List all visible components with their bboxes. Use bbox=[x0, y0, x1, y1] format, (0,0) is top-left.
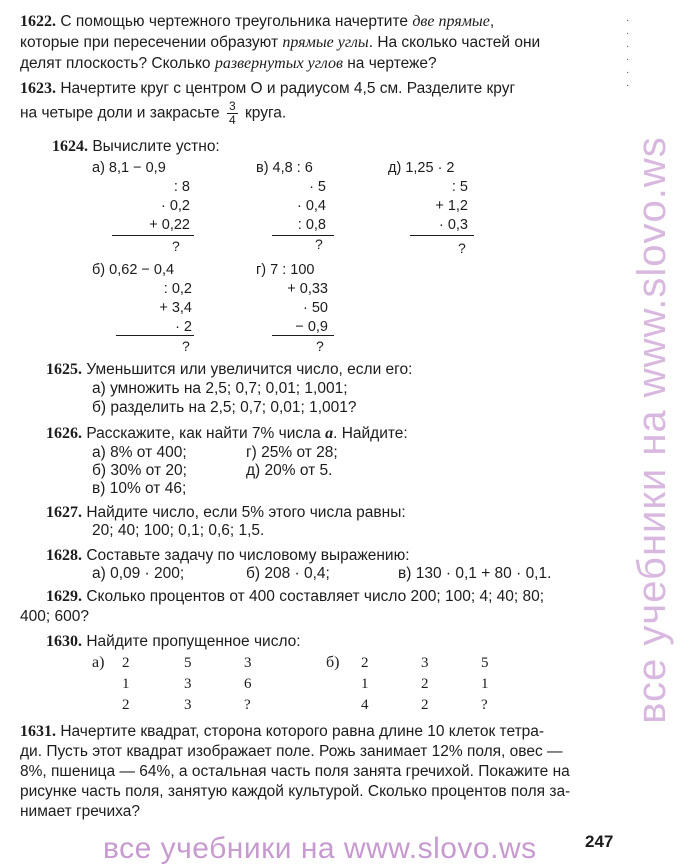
calc-chain-v bbox=[256, 159, 326, 235]
number-table-b bbox=[361, 653, 511, 716]
problem-1622-line2 bbox=[20, 33, 540, 53]
cell: 2 bbox=[122, 655, 130, 671]
italic-text: две прямые bbox=[412, 13, 490, 30]
text: . На сколько частей они bbox=[368, 34, 541, 51]
table-row bbox=[122, 653, 274, 674]
answer-rule bbox=[272, 335, 334, 336]
text: Расскажите, как найти 7% числа bbox=[86, 425, 326, 442]
cell: 2 bbox=[421, 697, 429, 713]
problem-number: 1627. bbox=[46, 504, 82, 521]
chain-step: − 0,9 bbox=[295, 319, 328, 335]
chain-start: в) 4,8 : 6 bbox=[256, 160, 313, 176]
italic-text: прямые углы bbox=[282, 34, 369, 51]
text: Сколько процентов от 400 составляет число 200; 100; 4; 40; 80; bbox=[86, 588, 545, 605]
text: Уменьшится или увеличится число, если его: bbox=[86, 361, 413, 378]
problem-number: 1626. bbox=[46, 425, 82, 442]
answer-mark: ? bbox=[316, 338, 324, 354]
text: Начертите круг с центром O и радиусом 4,5 см. Разделите круг bbox=[60, 80, 516, 97]
problem-number: 1629. bbox=[46, 588, 82, 605]
chain-step: + 0,33 bbox=[287, 281, 328, 297]
calc-chain-g bbox=[256, 261, 328, 337]
table-row bbox=[361, 674, 511, 695]
problem-number: 1623. bbox=[20, 80, 56, 97]
text: . Найдите: bbox=[333, 425, 408, 442]
chain-step: + 3,4 bbox=[159, 300, 192, 316]
side-watermark: все учебники на www.slovo.ws bbox=[630, 136, 674, 724]
problem-1626-d: д) 20% от 5. bbox=[246, 462, 333, 479]
number-table-a bbox=[122, 653, 274, 716]
bottom-watermark: все учебники на www.slovo.ws bbox=[103, 832, 537, 865]
problem-number: 1630. bbox=[46, 633, 82, 650]
answer-rule bbox=[112, 235, 194, 236]
problem-1625-line3: б) разделить на 2,5; 0,7; 0,01; 1,001? bbox=[92, 399, 357, 416]
cell: 1 bbox=[361, 676, 369, 692]
cell: 2 bbox=[122, 697, 130, 713]
problem-1628-v: в) 130 · 0,1 + 80 · 0,1. bbox=[398, 565, 552, 582]
problem-1631-line1 bbox=[20, 722, 544, 742]
problem-1627-line2: 20; 40; 100; 0,1; 0,6; 1,5. bbox=[92, 522, 265, 539]
problem-1625-line1 bbox=[46, 360, 412, 380]
text: , bbox=[489, 13, 495, 30]
fraction-numerator: 3 bbox=[228, 99, 236, 113]
problem-1627-line1 bbox=[46, 503, 406, 523]
chain-step: + 1,2 bbox=[435, 198, 468, 214]
problem-number: 1625. bbox=[46, 361, 82, 378]
problem-1631-line5: нимает гречиха? bbox=[20, 803, 140, 820]
table-row bbox=[361, 695, 511, 716]
problem-1626-a: а) 8% от 400; bbox=[92, 444, 187, 461]
problem-1626-b: б) 30% от 20; bbox=[92, 462, 187, 479]
cell: 3 bbox=[184, 697, 192, 713]
problem-1623-line1 bbox=[20, 79, 515, 99]
chain-step: : 0,2 bbox=[163, 281, 192, 297]
cell: 5 bbox=[481, 655, 489, 671]
problem-1628-b: б) 208 · 0,4; bbox=[246, 565, 330, 582]
table-row bbox=[122, 695, 274, 716]
text: которые при пересечении образуют bbox=[20, 34, 283, 51]
chain-step: · 5 bbox=[309, 179, 326, 195]
cell: ? bbox=[244, 697, 251, 713]
text: Вычислите устно: bbox=[92, 138, 220, 155]
text: на четыре доли и закрасьте bbox=[20, 104, 220, 122]
problem-1625-line2: а) умножить на 2,5; 0,7; 0,01; 1,001; bbox=[92, 380, 348, 397]
table-b-label: б) bbox=[326, 654, 340, 671]
problem-1631-line3: 8%, пшеница — 64%, а остальная часть поля занята гречихой. Покажите на bbox=[20, 763, 570, 780]
problem-1626-g: г) 25% от 28; bbox=[246, 444, 338, 461]
problem-1623-line2 bbox=[20, 100, 286, 127]
table-a-label: а) bbox=[92, 654, 105, 671]
problem-number: 1631. bbox=[20, 723, 56, 740]
problem-number: 1628. bbox=[46, 547, 82, 564]
cell: 1 bbox=[122, 676, 130, 692]
text: Начертите квадрат, сторона которого равна длине 10 клеток тетра- bbox=[60, 723, 545, 740]
chain-step: : 5 bbox=[451, 179, 468, 195]
problem-1626-line1 bbox=[46, 424, 408, 444]
cell: 4 bbox=[361, 697, 369, 713]
table-row bbox=[361, 653, 511, 674]
calc-chain-d bbox=[388, 159, 468, 235]
page-number: 247 bbox=[585, 832, 614, 851]
problem-1631-line4: рисунке часть поля, занятую каждой культурой. Сколько процентов поля за- bbox=[20, 783, 571, 800]
answer-rule bbox=[272, 235, 334, 236]
problem-1628-line1 bbox=[46, 546, 410, 566]
answer-mark: ? bbox=[315, 236, 323, 252]
text: Найдите пропущенное число: bbox=[86, 633, 301, 650]
problem-1626-v: в) 10% от 46; bbox=[92, 480, 187, 497]
problem-number: 1624. bbox=[52, 138, 88, 155]
calc-chain-a bbox=[92, 159, 190, 235]
cell: ? bbox=[481, 697, 488, 713]
problem-1629-line1 bbox=[46, 587, 544, 607]
chain-step: + 0,22 bbox=[149, 217, 190, 233]
problem-1630-line1 bbox=[46, 632, 301, 652]
fraction-denominator: 4 bbox=[228, 113, 236, 127]
cell: 3 bbox=[184, 676, 192, 692]
chain-start: д) 1,25 · 2 bbox=[388, 160, 455, 176]
text: Найдите число, если 5% этого числа равны: bbox=[86, 504, 406, 521]
table-row bbox=[122, 674, 274, 695]
chain-start: б) 0,62 − 0,4 bbox=[92, 262, 175, 278]
chain-step: · 2 bbox=[175, 319, 192, 335]
cell: 1 bbox=[481, 676, 489, 692]
cell: 3 bbox=[244, 655, 252, 671]
italic-variable: a bbox=[325, 425, 334, 442]
cell: 2 bbox=[421, 676, 429, 692]
chain-step: · 0,3 bbox=[438, 217, 468, 233]
chain-start: а) 8,1 − 0,9 bbox=[92, 160, 166, 176]
problem-1631-line2: ди. Пусть этот квадрат изображает поле. Рожь занимает 12% поля, овес — bbox=[20, 743, 563, 760]
problem-1628-a: а) 0,09 · 200; bbox=[92, 565, 185, 582]
chain-step: · 50 bbox=[303, 300, 328, 316]
text: Составьте задачу по числовому выражению: bbox=[86, 547, 410, 564]
calc-chain-b bbox=[92, 261, 192, 337]
answer-mark: ? bbox=[172, 238, 180, 254]
chain-step: : 0,8 bbox=[297, 217, 326, 233]
chain-step: · 0,4 bbox=[296, 198, 326, 214]
cell: 2 bbox=[361, 655, 369, 671]
text: С помощью чертежного треугольника начертите bbox=[60, 13, 413, 30]
text: круга. bbox=[244, 104, 287, 122]
answer-rule bbox=[410, 235, 474, 236]
margin-dots: · · · · · · bbox=[626, 15, 630, 91]
fraction bbox=[227, 100, 238, 127]
text: делят плоскость? Сколько bbox=[20, 55, 215, 72]
answer-mark: ? bbox=[458, 240, 466, 256]
problem-1629-line2: 400; 600? bbox=[20, 608, 89, 625]
chain-step: : 8 bbox=[173, 179, 190, 195]
cell: 5 bbox=[184, 655, 192, 671]
text: на чертеже? bbox=[342, 55, 437, 72]
cell: 6 bbox=[244, 676, 252, 692]
problem-1622-line1 bbox=[20, 12, 494, 32]
chain-step: · 0,2 bbox=[160, 198, 190, 214]
problem-1622-line3 bbox=[20, 54, 437, 74]
problem-1624-title bbox=[52, 137, 220, 157]
italic-text: развернутых углов bbox=[214, 55, 343, 72]
answer-mark: ? bbox=[182, 338, 190, 354]
problem-number: 1622. bbox=[20, 13, 56, 30]
answer-rule bbox=[116, 335, 194, 336]
chain-start: г) 7 : 100 bbox=[256, 262, 315, 278]
cell: 3 bbox=[421, 655, 429, 671]
